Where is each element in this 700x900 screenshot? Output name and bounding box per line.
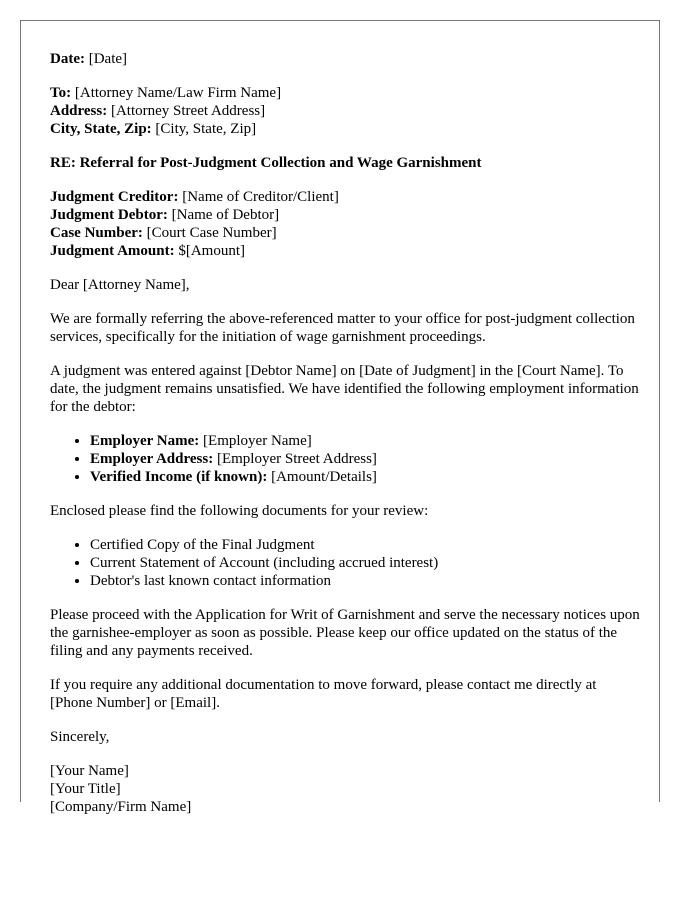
case-number-value: [Court Case Number] xyxy=(146,225,277,241)
list-item: • Certified Copy of the Final Judgment xyxy=(90,536,640,554)
signature-block xyxy=(50,762,640,816)
debtor-value: [Name of Debtor] xyxy=(171,207,280,223)
employer-address-label: Employer Address: xyxy=(90,451,214,467)
list-item xyxy=(90,468,640,486)
list-item xyxy=(90,450,640,468)
recipient-block xyxy=(50,84,640,138)
employer-name-label: Employer Name: xyxy=(90,433,200,449)
salutation: Dear [Attorney Name], xyxy=(50,277,190,293)
paragraph-instructions: Please proceed with the Application for Writ of Garnishment and serve the necessary notices upon the garnishee-employer as soon as possible. Please keep our office updated on the status of the filing and any payments received. xyxy=(50,607,640,659)
enclosures-list xyxy=(50,536,640,590)
paragraph-referral: We are formally referring the above-referenced matter to your office for post-judgment collection services, specifically for the initiation of wage garnishment proceedings. xyxy=(50,311,635,345)
letter-page xyxy=(20,20,660,815)
debtor-label: Judgment Debtor: xyxy=(50,207,168,223)
amount-value: $[Amount] xyxy=(178,243,246,259)
amount-label: Judgment Amount: xyxy=(50,243,175,259)
employer-name-value: [Employer Name] xyxy=(203,433,312,449)
enclosed-intro: Enclosed please find the following documents for your review: xyxy=(50,503,429,519)
verified-income-value: [Amount/Details] xyxy=(271,469,377,485)
city-label: City, State, Zip: xyxy=(50,121,152,137)
re-line: RE: Referral for Post-Judgment Collection and Wage Garnishment xyxy=(50,155,482,171)
paragraph-contact: If you require any additional documentation to move forward, please contact me directly at [Phone Number] or [Email]. xyxy=(50,677,597,711)
date-value: [Date] xyxy=(88,51,128,67)
creditor-value: [Name of Creditor/Client] xyxy=(182,189,339,205)
city-value: [City, State, Zip] xyxy=(155,121,257,137)
to-value: [Attorney Name/Law Firm Name] xyxy=(74,85,282,101)
list-item: • Debtor's last known contact information xyxy=(90,572,640,590)
signature-name: [Your Name] xyxy=(50,763,129,779)
verified-income-label: Verified Income (if known): xyxy=(90,469,268,485)
employment-list xyxy=(50,432,640,486)
to-label: To: xyxy=(50,85,72,101)
address-label: Address: xyxy=(50,103,108,119)
signature-company: [Company/Firm Name] xyxy=(50,799,192,815)
case-info-block xyxy=(50,188,640,260)
employer-address-value: [Employer Street Address] xyxy=(216,451,377,467)
list-item xyxy=(90,432,640,450)
address-value: [Attorney Street Address] xyxy=(110,103,266,119)
list-item: • Current Statement of Account (including accrued interest) xyxy=(90,554,640,572)
date-label: Date: xyxy=(50,51,85,67)
letter-content xyxy=(21,21,640,816)
date-line xyxy=(50,50,640,68)
signature-title: [Your Title] xyxy=(50,781,121,797)
creditor-label: Judgment Creditor: xyxy=(50,189,179,205)
closing: Sincerely, xyxy=(50,729,110,745)
paragraph-judgment: A judgment was entered against [Debtor Name] on [Date of Judgment] in the [Court Name]. To date, the judgment remains unsatisfied. We have identified the following employment information for the debtor: xyxy=(50,363,639,415)
case-number-label: Case Number: xyxy=(50,225,143,241)
